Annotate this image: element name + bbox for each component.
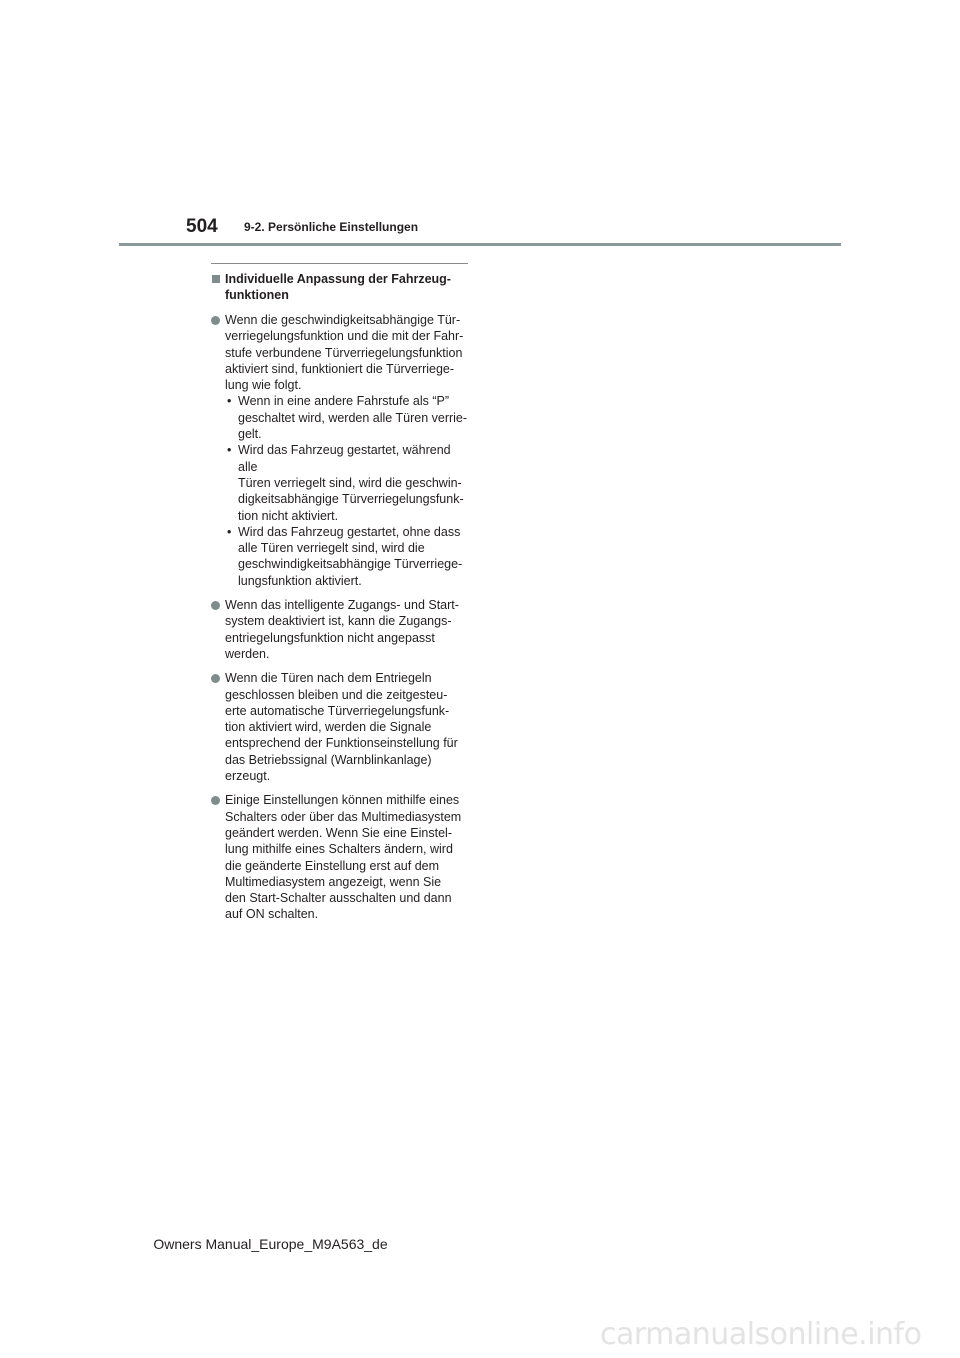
dot-bullet-icon: • [227,524,232,539]
square-bullet-icon [212,275,220,283]
list-item-text: Wenn die Türen nach dem Entriegeln geschlossen bleiben und die zeitgesteu- erte automatische Türverriegelungsfunk- tion aktiviert wird, werden die Signale entsprechend der Funktionseinstellung für das Betriebssignal (Warnblinkanlage) erzeugt. [225,671,458,784]
list-item [211,792,469,922]
list-item-text: Wenn die geschwindigkeitsabhängige Tür- verriegelungsfunktion und die mit der Fahr- stufe verbundene Türverriegelungsfunktion aktiviert sind, funktioniert die Türverriege- lung wie folgt. [225,313,464,393]
list-item-text: Einige Einstellungen können mithilfe eines Schalters oder über das Multimediasystem geändert werden. Wenn Sie eine Einstel- lung mithilfe eines Schalters ändern, wird die geänderte Einstellung erst auf dem Multimediasystem angezeigt, wenn Sie den Start-Schalter ausschalten und dann auf ON schalten. [225,793,462,922]
sub-list-item-text: Wenn in eine andere Fahrstufe als “P” geschaltet wird, werden alle Türen verrie- gelt. [238,394,468,442]
circle-bullet-icon [211,601,220,610]
circle-bullet-icon [211,796,220,805]
list-item [211,312,469,589]
list-item [211,670,469,784]
content-column [211,263,469,931]
sub-list-item [225,393,469,442]
section-title: 9-2. Persönliche Einstellungen [244,220,419,234]
dot-bullet-icon: • [227,443,232,458]
dot-bullet-icon: • [227,394,232,409]
sub-list-item [225,524,469,589]
subsection-heading [211,271,469,303]
circle-bullet-icon [211,316,220,325]
sub-list-item-text: Wird das Fahrzeug gestartet, während alle Türen verriegelt sind, wird die geschwin- digkeitsabhängige Türverriegelungsfunk- tion nicht aktiviert. [238,443,464,523]
watermark: carmanualsonline.info [600,1317,922,1352]
circle-bullet-icon [211,674,220,683]
sub-list-item [225,442,469,523]
sub-list-item-text: Wird das Fahrzeug gestartet, ohne dass alle Türen verriegelt sind, wird die geschwindigkeitsabhängige Türverriege- lungsfunktion aktiviert. [238,524,463,588]
subsection-heading-text: Individuelle Anpassung der Fahrzeug- funktionen [225,272,451,302]
list-item [211,597,469,662]
page-number: 504 [186,216,218,237]
footer-manual-id: Owners Manual_Europe_M9A563_de [153,1236,388,1252]
header-divider [119,243,841,246]
section-divider [211,263,468,264]
list-item-text: Wenn das intelligente Zugangs- und Start- system deaktiviert ist, kann die Zugangs- entriegelungsfunktion nicht angepasst werden. [225,598,459,661]
